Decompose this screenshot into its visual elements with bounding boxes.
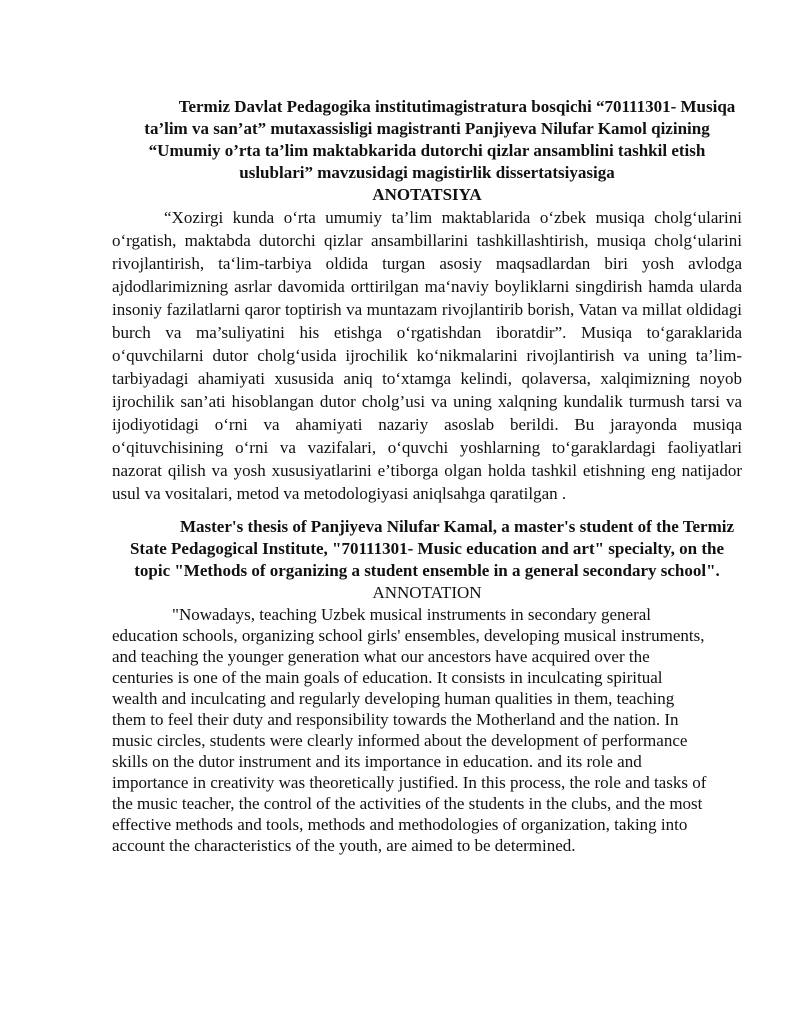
uzbek-thesis-heading <box>112 96 742 184</box>
uzbek-annotation-label: ANOTATSIYA <box>372 185 482 204</box>
english-annotation-label: ANNOTATION <box>372 583 482 602</box>
english-annotation-body: "Nowadays, teaching Uzbek musical instruments in secondary general education schools, organizing school girls' ensembles, developing musical instruments, and teaching the younger generation what our ancestors have acquired over the centuries is one of the main goals of education. It consists in inculcating spiritual wealth and inculcating and regularly developing human qualities in them, teaching them to feel their duty and responsibility towards the Motherland and the nation. In music circles, students were clearly informed about the development of performance skills on the dutor instrument and its importance in education. and its role and importance in creativity was theoretically justified. In this process, the role and tasks of the music teacher, the control of the activities of the students in the clubs, and the most effective methods and tools, methods and methodologies of organization, taking into account the characteristics of the youth, are aimed to be determined. <box>112 605 707 855</box>
uzbek-section <box>112 96 742 505</box>
uzbek-annotation-body: “Xozirgi kunda o‘rta umumiy ta’lim maktablarida o‘zbek musiqa cholg‘ularini o‘rgatish, maktabda dutorchi qizlar ansambillarini tashkillashtirish, musiqa cholg‘ularini rivojlantirish, ta‘lim-tarbiya oldida turgan asosiy maqsadlardan biri yosh avlodga ajdodlarimizning asrlar davomida orttirilgan ma‘naviy boyliklarni singdirish hamda ularda insoniy fazilatlarni qaror toptirish va muntazam rivojlantirib borish, Vatan va millat oldidagi burch va ma’suliyatini his etishga o‘rgatishdan iboratdir”. Musiqa to‘garaklarida o‘quvchilarni dutor cholg‘usida ijrochilik ko‘nikmalarini rivojlantirish va uning ta’lim-tarbiyadagi ahamiyati xususida aniq to‘xtamga kelindi, qolaversa, xalqimizning noyob ijrochilik san’ati hisoblangan dutor cholg’usi va uning xalqning kundalik turmush tarsi va ijodiyotidagi o‘rni va ahamiyati nazariy asoslab berildi. Bu jarayonda musiqa o‘qituvchisining o‘rni va vazifalari, o‘quvchi yoshlarning to‘garaklardagi faoliyatlari nazorat qilish va yosh xususiyatlarini e’tiborga olgan holda tashkil etishning eng natijador usul va vositalari, metod va metodologiyasi aniqlsahga qaratilgan . <box>112 208 742 503</box>
english-section <box>112 516 742 856</box>
english-thesis-heading <box>112 516 742 582</box>
english-heading-text: Master's thesis of Panjiyeva Nilufar Kamal, a master's student of the Termiz State Pedagogical Institute, "70111301- Music education and art" specialty, on the topic "Methods of organizing a student ensemble in a general secondary school". <box>129 517 734 580</box>
uzbek-heading-text: Termiz Davlat Pedagogika institutimagistratura bosqichi “70111301- Musiqa ta’lim va san’at” mutaxassisligi magistranti Panjiyeva Nilufar Kamol qizining “Umumiy o’rta ta’lim maktabkarida dutorchi qizlar ansamblini tashkil etish uslublari” mavzusidagi magistirlik dissertatsiyasiga <box>144 97 736 182</box>
